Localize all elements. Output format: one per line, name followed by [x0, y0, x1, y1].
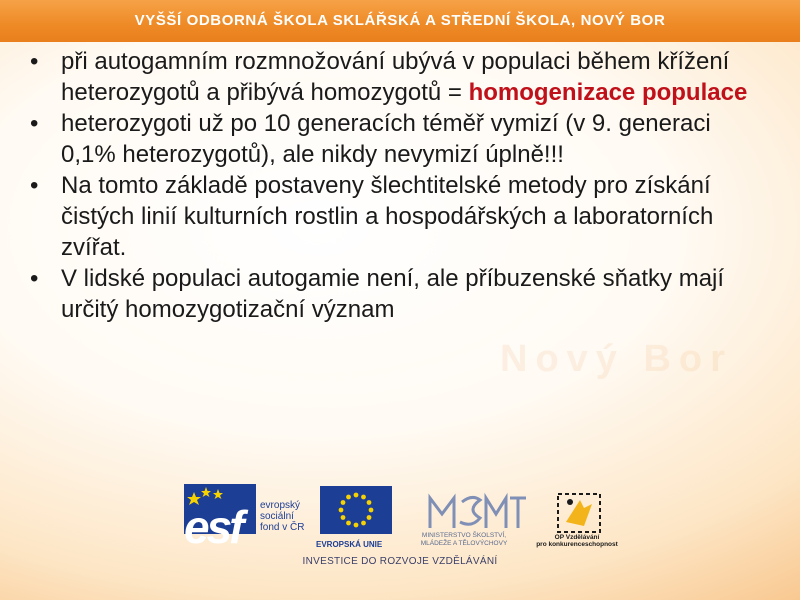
msmt-caption-line: MINISTERSTVO ŠKOLSTVÍ,	[421, 532, 507, 539]
bullet-item	[30, 108, 750, 170]
bullet-text: při autogamním rozmnožování ubývá v populaci během křížení heterozygotů a přibývá homozygotů =	[61, 48, 730, 106]
esf-caption-line: fond v ČR	[260, 522, 305, 533]
bullet-item	[30, 170, 750, 263]
bullet-glyph: •	[30, 110, 39, 137]
msmt-caption	[398, 532, 530, 548]
eu-stars-icon	[320, 486, 392, 534]
msmt-caption-line: MLÁDEŽE A TĚLOVÝCHOVY	[420, 540, 508, 547]
msmt-logo-icon	[400, 484, 530, 564]
bullet-item	[30, 46, 750, 108]
header-bar	[0, 0, 800, 42]
bullet-glyph: •	[30, 265, 39, 292]
funding-tagline: INVESTICE DO ROZVOJE VZDĚLÁVÁNÍ	[302, 556, 498, 567]
bullet-glyph: •	[30, 48, 39, 75]
esf-caption-line: sociální	[260, 511, 294, 522]
op-caption-line: pro konkurenceschopnost	[536, 541, 618, 548]
bullet-text: Na tomto základě postaveny šlechtitelské metody pro získání čistých linií kulturních rostlin a hospodářských a laboratorních zvířat.	[61, 172, 714, 261]
watermark-text: Nový Bor	[500, 338, 733, 380]
bullet-text: heterozygoti už po 10 generacích téměř vymizí (v 9. generaci 0,1% heterozygotů), ale nikdy nevymizí úplně!!!	[61, 110, 711, 168]
esf-caption	[260, 500, 304, 533]
bullet-text: V lidské populaci autogamie není, ale příbuzenské sňatky mají určitý homozygotizační význam	[61, 265, 725, 323]
bullet-highlight: homogenizace populace	[468, 79, 748, 106]
esf-wordmark: esf	[184, 501, 242, 553]
op-caption-line: OP Vzdělávání	[554, 534, 600, 541]
esf-caption-line: evropský	[260, 500, 301, 511]
op-caption	[532, 534, 622, 548]
eu-caption: EVROPSKÁ UNIE	[316, 540, 383, 549]
bullet-glyph: •	[30, 172, 39, 199]
header-title: VYŠŠÍ ODBORNÁ ŠKOLA SKLÁŘSKÁ A STŘEDNÍ ŠKOLA, NOVÝ BOR	[134, 12, 666, 29]
eu-flag-icon	[320, 486, 392, 534]
bullet-item	[30, 263, 750, 325]
slide-content	[30, 46, 750, 325]
